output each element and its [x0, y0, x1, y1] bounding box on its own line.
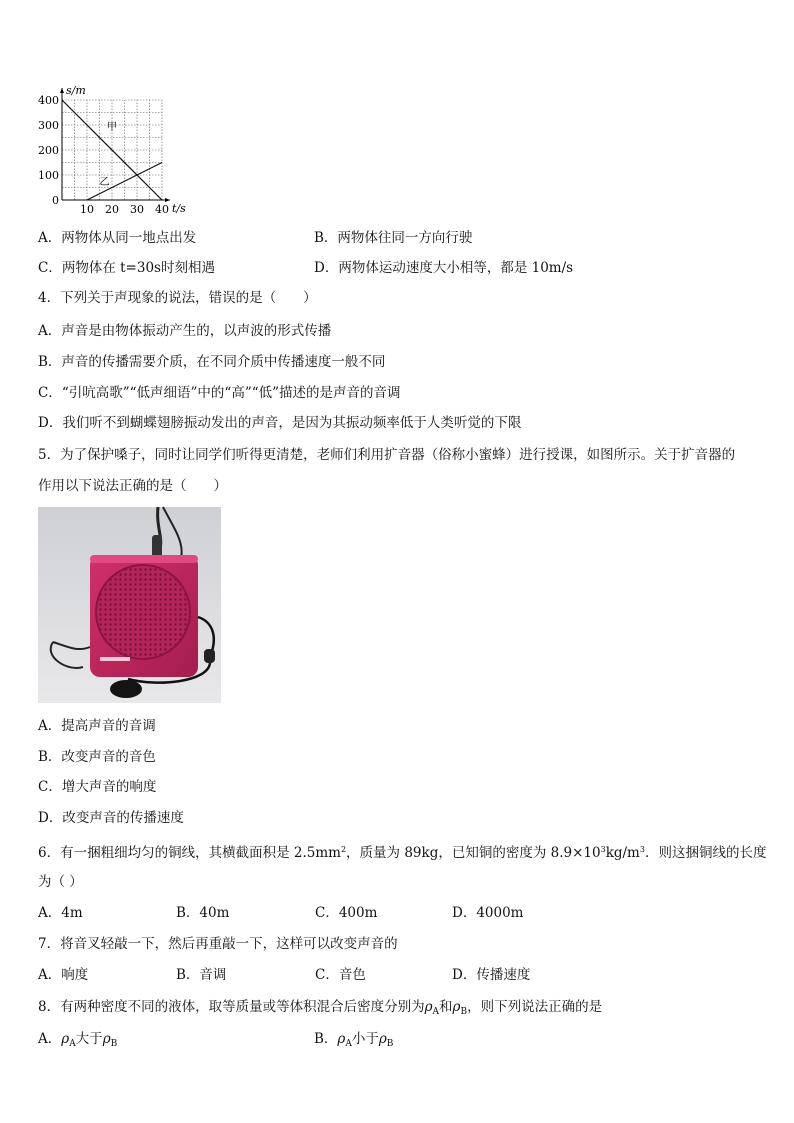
q6-stem-line2: 为（ ） — [38, 874, 83, 890]
q4-option-c[interactable]: C．“引吭高歌”“低声细语”中的“高”“低”描述的是声音的音调 — [38, 385, 401, 401]
y-tick-label: 200 — [38, 144, 59, 157]
y-tick-label: 300 — [38, 119, 59, 132]
q6-option-b[interactable]: B．40m — [176, 905, 230, 921]
q4-stem: 4．下列关于声现象的说法，错误的是（ ） — [38, 290, 317, 306]
q3-option-d[interactable]: D．两物体运动速度大小相等，都是 10m/s — [314, 260, 574, 276]
distance-time-chart — [34, 82, 184, 217]
q7-option-b[interactable]: B．音调 — [176, 967, 227, 983]
x-tick-label: 10 — [80, 203, 94, 216]
q5-option-d[interactable]: D．改变声音的传播速度 — [38, 810, 184, 826]
q4-option-d[interactable]: D．我们听不到蝴蝶翅膀振动发出的声音，是因为其振动频率低于人类听觉的下限 — [38, 415, 522, 431]
q3-option-c[interactable]: C．两物体在 t=30s时刻相遇 — [38, 260, 215, 276]
y-tick-label: 0 — [52, 194, 59, 207]
q3-option-b[interactable]: B．两物体往同一方向行驶 — [314, 230, 473, 246]
q5-option-a[interactable]: A．提高声音的音调 — [38, 718, 156, 734]
voice-amplifier-photo — [38, 507, 221, 703]
q7-stem: 7．将音叉轻敲一下，然后再重敲一下，这样可以改变声音的 — [38, 936, 398, 952]
chart-axes — [60, 88, 170, 202]
q5-option-b[interactable]: B．改变声音的音色 — [38, 749, 156, 765]
series-label-2: 乙 — [99, 177, 110, 188]
q5-stem-line2: 作用以下说法正确的是（ ） — [38, 478, 227, 494]
q8-option-b[interactable]: B．$\rho_A$小于$\rho_B$ — [314, 1031, 394, 1049]
q5-option-c[interactable]: C．增大声音的响度 — [38, 779, 157, 795]
q7-option-d[interactable]: D．传播速度 — [452, 967, 531, 983]
x-axis-arrow — [165, 198, 170, 202]
q7-option-c[interactable]: C．音色 — [315, 967, 366, 983]
q6-stem-line1: 6．有一捆粗细均匀的铜线，其横截面积是 $2.5mm^2$，质量为 89kg，已知铜的密度为 $8.9\times 10^3kg/m^3$．则这捆铜线的长度 — [38, 845, 767, 861]
q4-option-b[interactable]: B．声音的传播需要介质，在不同介质中传播速度一般不同 — [38, 354, 386, 370]
q7-option-a[interactable]: A．响度 — [38, 967, 89, 983]
q5-stem-line1: 5．为了保护嗓子，同时让同学们听得更清楚，老师们利用扩音器（俗称小蜜蜂）进行授课，如图所示。关于扩音器的 — [38, 447, 736, 463]
y-axis-arrow — [60, 88, 64, 93]
q8-option-a[interactable]: A．$\rho_A$大于$\rho_B$ — [38, 1031, 118, 1049]
x-tick-label: 30 — [130, 203, 144, 216]
series-label-1: 甲 — [107, 122, 117, 133]
q6-option-d[interactable]: D．4000m — [452, 905, 524, 921]
y-axis-label: s/m — [66, 84, 86, 97]
y-tick-label: 400 — [38, 94, 59, 107]
q3-option-a[interactable]: A．两物体从同一地点出发 — [38, 230, 197, 246]
x-tick-label: 20 — [105, 203, 119, 216]
q4-option-a[interactable]: A．声音是由物体振动产生的，以声波的形式传播 — [38, 323, 332, 339]
q6-option-a[interactable]: A．4m — [38, 905, 83, 921]
series-line-2 — [87, 163, 162, 201]
x-tick-label: 40 — [155, 203, 169, 216]
x-axis-label: t/s — [172, 202, 186, 215]
y-tick-label: 100 — [38, 169, 59, 182]
q8-stem: 8．有两种密度不同的液体，取等质量或等体积混合后密度分别为$\rho_A$和$\rho_B$，则下列说法正确的是 — [38, 999, 603, 1017]
q6-option-c[interactable]: C．400m — [315, 905, 378, 921]
